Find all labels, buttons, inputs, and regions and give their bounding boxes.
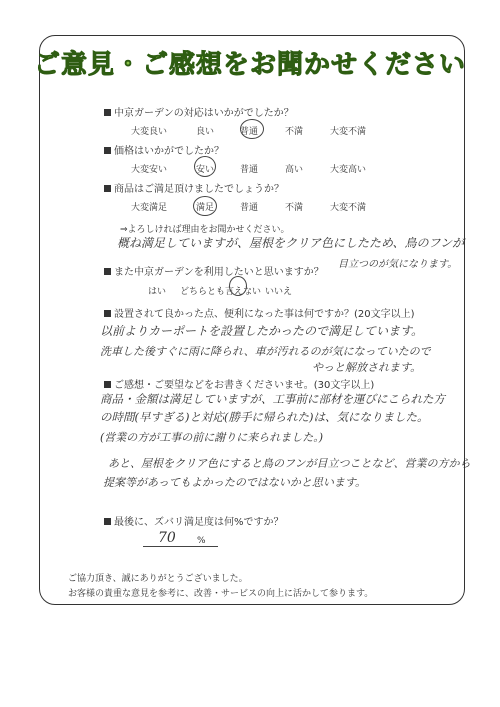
option[interactable]: 普通: [240, 203, 259, 213]
footer-thanks: ご協力頂き、誠にありがとうございました。: [68, 574, 248, 584]
selection-circle: [229, 276, 247, 296]
reason-prompt: ⇒よろしければ理由をお聞かせください。: [120, 225, 290, 235]
question-feedback: [104, 376, 374, 391]
option-selected[interactable]: 満足: [196, 203, 215, 213]
handwritten-answer: (営業の方が工事の前に謝りに来られました。): [100, 431, 324, 444]
satisfaction-underline: [143, 546, 218, 547]
bullet-square-icon: [104, 109, 111, 116]
question-service: [104, 104, 294, 119]
question-price: [104, 142, 224, 157]
survey-title: ご意見・ご感想をお聞かせください: [33, 50, 466, 80]
bullet-square-icon: [104, 518, 111, 525]
handwritten-answer: やっと解放されます。: [312, 361, 422, 374]
percent-unit: %: [197, 536, 206, 546]
option[interactable]: 不満: [285, 127, 304, 137]
question-label: ご感想・ご要望などをお書きくださいませ。(30文字以上): [114, 380, 375, 391]
question-label: また中京ガーデンを利用したいと思いますか？: [114, 267, 324, 278]
question-label: 設置されて良かった点、便利になった事は何ですか？(20文字以上): [114, 309, 415, 320]
option[interactable]: 大変不満: [330, 203, 367, 213]
handwritten-answer: あと、屋根をクリア色にすると鳥のフンが目立つことなど、営業の方から: [108, 457, 471, 470]
option[interactable]: 大変不満: [330, 127, 367, 137]
option[interactable]: 普通: [240, 165, 259, 175]
handwritten-answer: 洗車した後すぐに雨に降られ、車が汚れるのが気になっていたので: [100, 345, 431, 358]
option[interactable]: 良い: [196, 127, 215, 137]
question-label: 中京ガーデンの対応はいかがでしたか？: [114, 108, 294, 119]
question-label: 価格はいかがでしたか？: [114, 146, 224, 157]
option[interactable]: 高い: [285, 165, 304, 175]
option[interactable]: 大変安い: [131, 165, 168, 175]
bullet-square-icon: [104, 185, 111, 192]
bullet-square-icon: [104, 268, 111, 275]
handwritten-answer: の時間(早すぎる)と対応(勝手に帰られた)は、気になりました。: [100, 410, 429, 424]
question-reuse: [104, 263, 324, 278]
question-product: [104, 180, 284, 195]
option[interactable]: 大変満足: [131, 203, 168, 213]
option[interactable]: はい: [148, 287, 167, 297]
option-selected[interactable]: どちらとも言えない: [180, 287, 262, 297]
question-satisfaction: [104, 513, 284, 528]
handwritten-answer: 提案等があってもよかったのではないかと思います。: [103, 476, 367, 489]
question-benefit: [104, 305, 415, 320]
option[interactable]: 大変良い: [131, 127, 168, 137]
question-label: 最後に、ズバリ満足度は何%ですか？: [114, 517, 284, 528]
option-selected[interactable]: 普通: [240, 127, 259, 137]
bullet-square-icon: [104, 147, 111, 154]
selection-circle: [193, 196, 217, 216]
handwritten-answer: 目立つのが気になります。: [338, 259, 458, 270]
handwritten-answer: 商品・金額は満足していますが、工事前に部材を運びにこられた方: [100, 392, 445, 406]
selection-circle: [240, 119, 264, 139]
handwritten-answer: 以前よりカーポートを設置したかったので満足しています。: [100, 324, 424, 338]
bullet-square-icon: [104, 310, 111, 317]
footer-note: お客様の貴重な意見を参考に、改善・サービスの向上に活かして参ります。: [68, 589, 374, 599]
bullet-square-icon: [104, 381, 111, 388]
option[interactable]: 不満: [285, 203, 304, 213]
option[interactable]: いいえ: [265, 287, 293, 297]
question-label: 商品はご満足頂けましたでしょうか？: [114, 184, 284, 195]
option[interactable]: 大変高い: [330, 165, 367, 175]
satisfaction-value: 70: [158, 530, 176, 546]
option-selected[interactable]: 安い: [196, 165, 215, 175]
handwritten-answer: 概ね満足していますが、屋根をクリア色にしたため、鳥のフンが: [117, 236, 465, 250]
selection-circle: [194, 156, 216, 177]
